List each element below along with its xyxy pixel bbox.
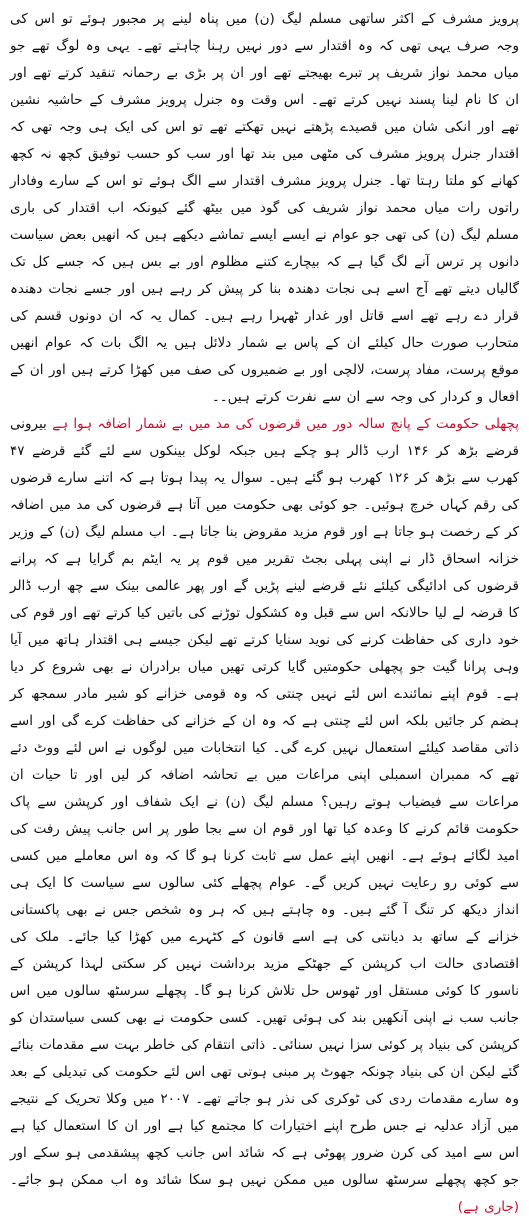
article-paragraph-1: پرویز مشرف کے اکثر ساتھی مسلم لیگ (ن) میں پناہ لینے پر مجبور ہوئے تو اس کی وجہ صرف یہی تھی کہ وہ اقتدار سے دور نہیں رہنا چاہتے تھے۔ یہی وہ لوگ تھے جو میاں محمد نواز شریف پر تبرے بھیجتے تھے اور ان پر بڑی بے رحمانہ تنقید کرتے تھے اور ان کا نام لینا پسند نہیں کرتے تھے۔ اس وقت وہ جنرل پرویز مشرف کے حاشیہ نشین تھے اور انکی شان میں قصیدے پڑھتے نہیں تھکتے تھے تو اس کی ایک ہی وجہ تھی کہ اقتدار جنرل پرویز مشرف کی مٹھی میں بند تھا اور سب کو حسب توفیق کچھ نہ کچھ کھانے کو ملتا رہتا تھا۔ جنرل پرویز مشرف اقتدار سے الگ ہوئے تو اس کے سارے وفادار راتوں رات میاں محمد نواز شریف کی گود میں بیٹھ گئے کیونکہ اب اقتدار کی باری مسلم لیگ (ن) کی تھی جو عوام نے ایسے ایسے تماشے دیکھے ہیں کہ انھیں بعض سیاست دانوں پر ترس آنے لگ گیا ہے کہ بیچارے کتنے مظلوم اور بے بس ہیں کہ جسے کل تک گالیاں دیتے تھے آج اسے ہی نجات دھندہ بنا کر پیش کر رہے ہیں اور جسے نجات دھندہ قرار دے رہے تھے اسے قاتل اور غدار ٹھہرا رہے ہیں۔ کمال یہ کہ ان دونوں قسم کی متحارب صورت حال کیلئے ان کے پاس بے شمار دلائل ہیں یہ الگ بات کہ عوام انھیں موقع پرست، مفاد پرست، لالچی اور بے ضمیروں کی صف میں کھڑا کرتے ہیں اور ان کے افعال و کردار کی وجہ سے ان سے نفرت کرتے ہیں۔۔ xyxy=(10,11,519,405)
highlighted-sentence: پچھلی حکومت کے پانچ سالہ دور میں قرضوں کی مد میں بے شمار اضافہ ہوا ہے xyxy=(52,416,520,432)
article-paragraph-2 xyxy=(10,411,519,1221)
continued-marker: (جاری ہے) xyxy=(457,1199,519,1215)
paragraph-2-body: بیرونی قرضے بڑھ کر ۱۴۶ ارب ڈالر ہو چکے ہیں جبکہ لوکل بینکوں سے لئے گئے قرضے ۴۷ کھرب سے بڑھ کر ۱۲۶ کھرب ہو گئے ہیں۔ سوال یہ پیدا ہوتا ہے کہ اتنے سارے قرضوں کی رقم کہاں خرچ ہوئیں۔ جو کوئی بھی حکومت میں آتا ہے قرضوں کی مد میں اضافہ کر کے رخصت ہو جاتا ہے اور قوم مزید مقروض بنا جاتا ہے۔ اب مسلم لیگ (ن) کے وزیر خزانہ اسحاق ڈار نے اپنی پہلی بجٹ تقریر میں قوم پر یہ ایٹم بم گرایا ہے کہ پرانے قرضوں کی ادائیگی کیلئے نئے قرضے لینے پڑیں گے اور پھر عالمی بینک سے چھ ارب ڈالر کا قرضہ لے لیا حالانکہ اس سے قبل وہ کشکول توڑنے کی باتیں کیا کرتے تھے اور قوم کی خود داری کی حفاظت کرنے کی نوید سنایا کرتے تھے لیکن جیسے ہی اقتدار ہاتھ میں آیا وہی پرانا گیت جو پچھلی حکومتیں گایا کرتی تھیں میاں برادران نے بھی شروع کر دیا ہے۔ قوم اپنے نمائندے اس لئے نہیں چنتی کہ وہ قومی خزانے کو شیر مادر سمجھ کر ہضم کر جائیں بلکہ اس لئے چنتی ہے کہ وہ ان کے خزانے کی حفاظت کرے گی اور اسے ذاتی مقاصد کیلئے استعمال نہیں کرے گی۔ کیا انتخابات میں لوگوں نے اس لئے ووٹ دئے تھے کہ ممبران اسمبلی اپنی مراعات میں بے تحاشہ اضافہ کر لیں اور تا حیات ان مراعات سے فیضیاب ہوتے رہیں؟ مسلم لیگ (ن) نے ایک شفاف اور کرپشن سے پاک حکومت قائم کرنے کا وعدہ کیا تھا اور قوم ان سے بجا طور پر اس جانب پیش رفت کی امید لگائے ہوئے ہے۔ انھیں اپنے عمل سے ثابت کرنا ہو گا کہ وہ اس معاملے میں کسی سے کوئی رو رعایت نہیں کریں گے۔ عوام پچھلے کئی سالوں سے سیاست کا ایک ہی انداز دیکھ کر تنگ آ گئے ہیں۔ وہ چاہتے ہیں کہ ہر وہ شخص جس نے بھی پاکستانی خزانے کے ساتھ بد دیانتی کی ہے اسے قانون کے کٹہرے میں کھڑا کیا جائے۔ ملک کی اقتصادی حالت اب کرپشن کے جھٹکے مزید برداشت نہیں کر سکتی لہذا کرپشن کے ناسور کا کوئی مستقل اور ٹھوس حل تلاش کرنا ہو گا۔ پچھلے سرسٹھ سالوں میں اس جانب سب نے اپنی آنکھیں بند کی ہوئی تھیں۔ کسی حکومت نے بھی کسی سیاستدان کو کرپشن کی بنیاد پر کوئی سزا نہیں سنائی۔ ذاتی انتقام کی خاطر بہت سے مقدمات بنائے گئے لیکن ان کی بنیاد چونکہ جھوٹ پر مبنی ہوتی تھی اس لئے حکومت کی تبدیلی کے بعد وہ سارے مقدمات ردی کی ٹوکری کی نذر ہو جاتے تھے۔ ۲۰۰۷ میں وکلا تحریک کے نتیجے میں آزاد عدلیہ نے جس طرح اپنے اختیارات کا مجتمع کیا ہے اور ان کا استعمال کیا ہے اس سے امید کی کرن ضرور پھوٹی ہے کہ شائد اس جانب کچھ پیشقدمی ہو سکے اور جو کچھ پچھلے سرسٹھ سالوں میں ممکن نہیں ہو سکا شائد وہ اب ممکن ہو جائے۔ xyxy=(10,416,519,1188)
